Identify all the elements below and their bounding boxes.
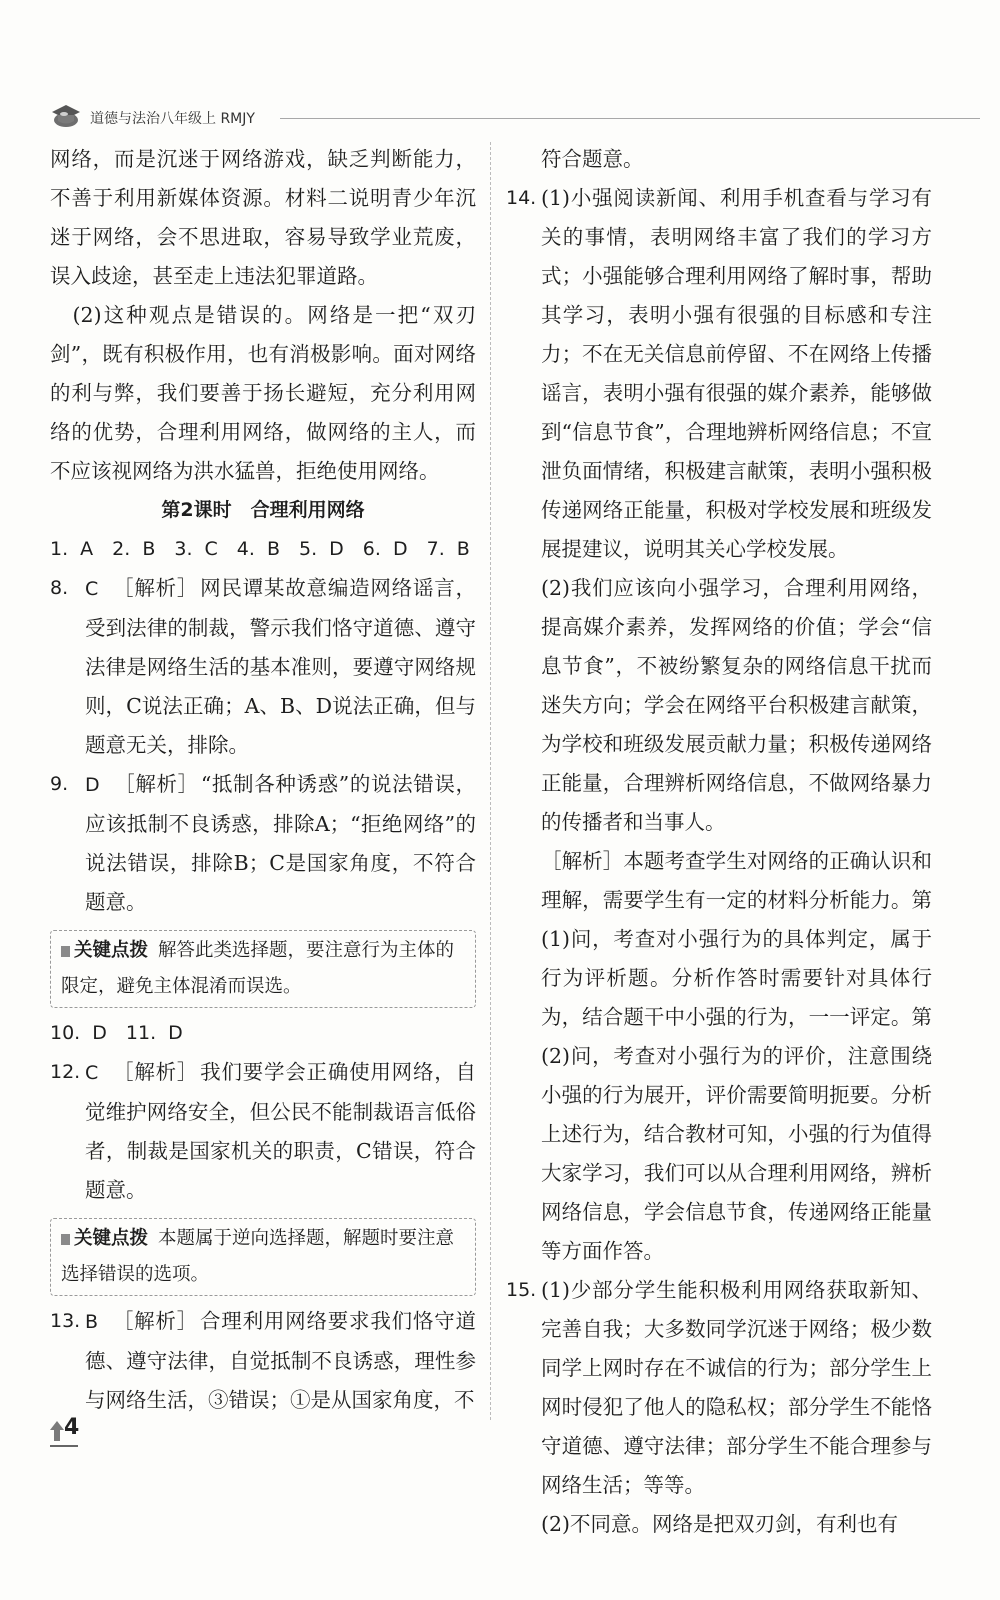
left-column <box>50 140 476 1420</box>
analysis-tag: ［解析］ <box>112 1060 199 1084</box>
tip-marker-icon <box>61 1234 70 1245</box>
answer-paragraph: (2)我们应该向小强学习，合理利用网络，提高媒介素养，发挥网络的价值；学会“信息节食”，不被纷繁复杂的网络信息干扰而迷失方向；学会在网络平台积极建言献策，为学校和班级发展贡献力量；积极传递网络正能量，合理辨析网络信息，不做网络暴力的传播者和当事人。 <box>541 576 932 834</box>
key-tip-text: 解答此类选择题，要注意行为主体的限定，避免主体混淆而误选。 <box>61 940 455 997</box>
question-number: 12. <box>50 1061 81 1083</box>
page-number-text: 4 <box>64 1415 80 1440</box>
page-number <box>50 1415 86 1447</box>
question-item <box>506 179 932 569</box>
answer-text: (1)少部分学生能积极利用网络获取新知、完善自我；大多数同学沉迷于网络；极少数同学上网时存在不诚信的行为；部分学生上网时侵犯了他人的隐私权；部分学生不能恪守道德、遵守法律；部分学生不能合理参与网络生活；等等。 <box>541 1278 932 1497</box>
analysis-text: 网民谭某故意编造网络谣言，受到法律的制裁，警示我们恪守道德、遵守法律是网络生活的基本准则，要遵守网络规则，C说法正确；A、B、D说法正确，但与题意无关，排除。 <box>85 576 477 757</box>
key-tip-label: 关键点拨 <box>74 1228 149 1249</box>
tip-marker-icon <box>61 946 70 957</box>
key-tip-label: 关键点拨 <box>74 940 149 961</box>
question-item <box>50 765 476 922</box>
question-item <box>506 1271 932 1505</box>
page-header <box>50 100 930 136</box>
answer-row: 1. A 2. B 3. C 4. B 5. D 6. D 7. B <box>50 538 470 560</box>
question-item <box>50 1302 476 1420</box>
answer-letter: D <box>85 774 100 796</box>
answer-letter: B <box>85 1311 99 1333</box>
analysis-text: 合理利用网络要求我们恪守道德、遵守法律，自觉抵制不良诱惑，理性参与网络生活，③错误；①是从国家角度，不 <box>85 1309 477 1412</box>
book-title: 道德与法治八年级上 RMJY <box>90 111 255 127</box>
page-number-underline <box>50 1445 78 1447</box>
key-tip-text: 本题属于逆向选择题，解题时要注意选择错误的选项。 <box>61 1228 455 1285</box>
lesson-title: 第2课时 合理利用网络 <box>161 499 365 521</box>
column-divider <box>490 142 491 1420</box>
analysis-text: 我们要学会正确使用网络，自觉维护网络安全，但公民不能制裁语言低俗者，制裁是国家机关的职责，C错误，符合题意。 <box>85 1060 477 1202</box>
right-column <box>506 140 932 1544</box>
question-number: 8. <box>50 577 69 599</box>
answer-paragraph: 网络，而是沉迷于网络游戏，缺乏判断能力，不善于利用新媒体资源。材料二说明青少年沉迷于网络，会不思进取，容易导致学业荒废，误入歧途，甚至走上违法犯罪道路。 <box>50 147 476 288</box>
analysis-tag: ［解析］ <box>112 1309 199 1333</box>
key-tip-box <box>50 930 476 1008</box>
answer-letter: C <box>85 578 99 600</box>
question-number: 13. <box>50 1310 81 1332</box>
answer-paragraph: (2)不同意。网络是把双刃剑，有利也有 <box>541 1512 899 1536</box>
analysis-text: “抵制各种诱惑”的说法错误，应该抵制不良诱惑，排除A；“拒绝网络”的说法错误，排除B；C是国家角度，不符合题意。 <box>85 772 476 914</box>
answer-paragraph: (2)这种观点是错误的。网络是一把“双刃剑”，既有积极作用，也有消极影响。面对网络的利与弊，我们要善于扬长避短，充分利用网络的优势，合理利用网络，做网络的主人，而不应该视网络为洪水猛兽，拒绝使用网络。 <box>50 303 476 483</box>
key-tip-box <box>50 1218 476 1296</box>
question-item <box>50 1053 476 1210</box>
question-number: 9. <box>50 773 69 795</box>
question-number: 15. <box>506 1279 537 1301</box>
analysis-tag: ［解析］ <box>113 772 199 796</box>
answer-letter: C <box>85 1062 99 1084</box>
question-item <box>50 569 476 765</box>
continued-text: 符合题意。 <box>541 147 644 171</box>
header-rule <box>280 118 980 119</box>
graduation-cap-icon <box>50 100 82 130</box>
analysis-paragraph: ［解析］本题考查学生对网络的正确认识和理解，需要学生有一定的材料分析能力。第(1)问，考查对小强行为的具体判定，属于行为评析题。分析作答时需要针对具体行为，结合题干中小强的行为，一一评定。第(2)问，考查对小强行为的评价，注意围绕小强的行为展开，评价需要简明扼要。分析上述行为，结合教材可知，小强的行为值得大家学习，我们可以从合理利用网络，辨析网络信息，学会信息节食，传递网络正能量等方面作答。 <box>541 849 932 1263</box>
answer-row: 10. D 11. D <box>50 1022 183 1044</box>
answer-text: (1)小强阅读新闻、利用手机查看与学习有关的事情，表明网络丰富了我们的学习方式；小强能够合理利用网络了解时事，帮助其学习，表明小强有很强的目标感和专注力；不在无关信息前停留、不在网络上传播谣言，表明小强有很强的媒介素养，能够做到“信息节食”，合理地辨析网络信息；不宣泄负面情绪，积极建言献策，表明小强积极传递网络正能量，积极对学校发展和班级发展提建议，说明其关心学校发展。 <box>541 186 932 561</box>
page-arrow-icon <box>50 1421 64 1441</box>
analysis-tag: ［解析］ <box>112 576 199 600</box>
question-number: 14. <box>506 187 537 209</box>
